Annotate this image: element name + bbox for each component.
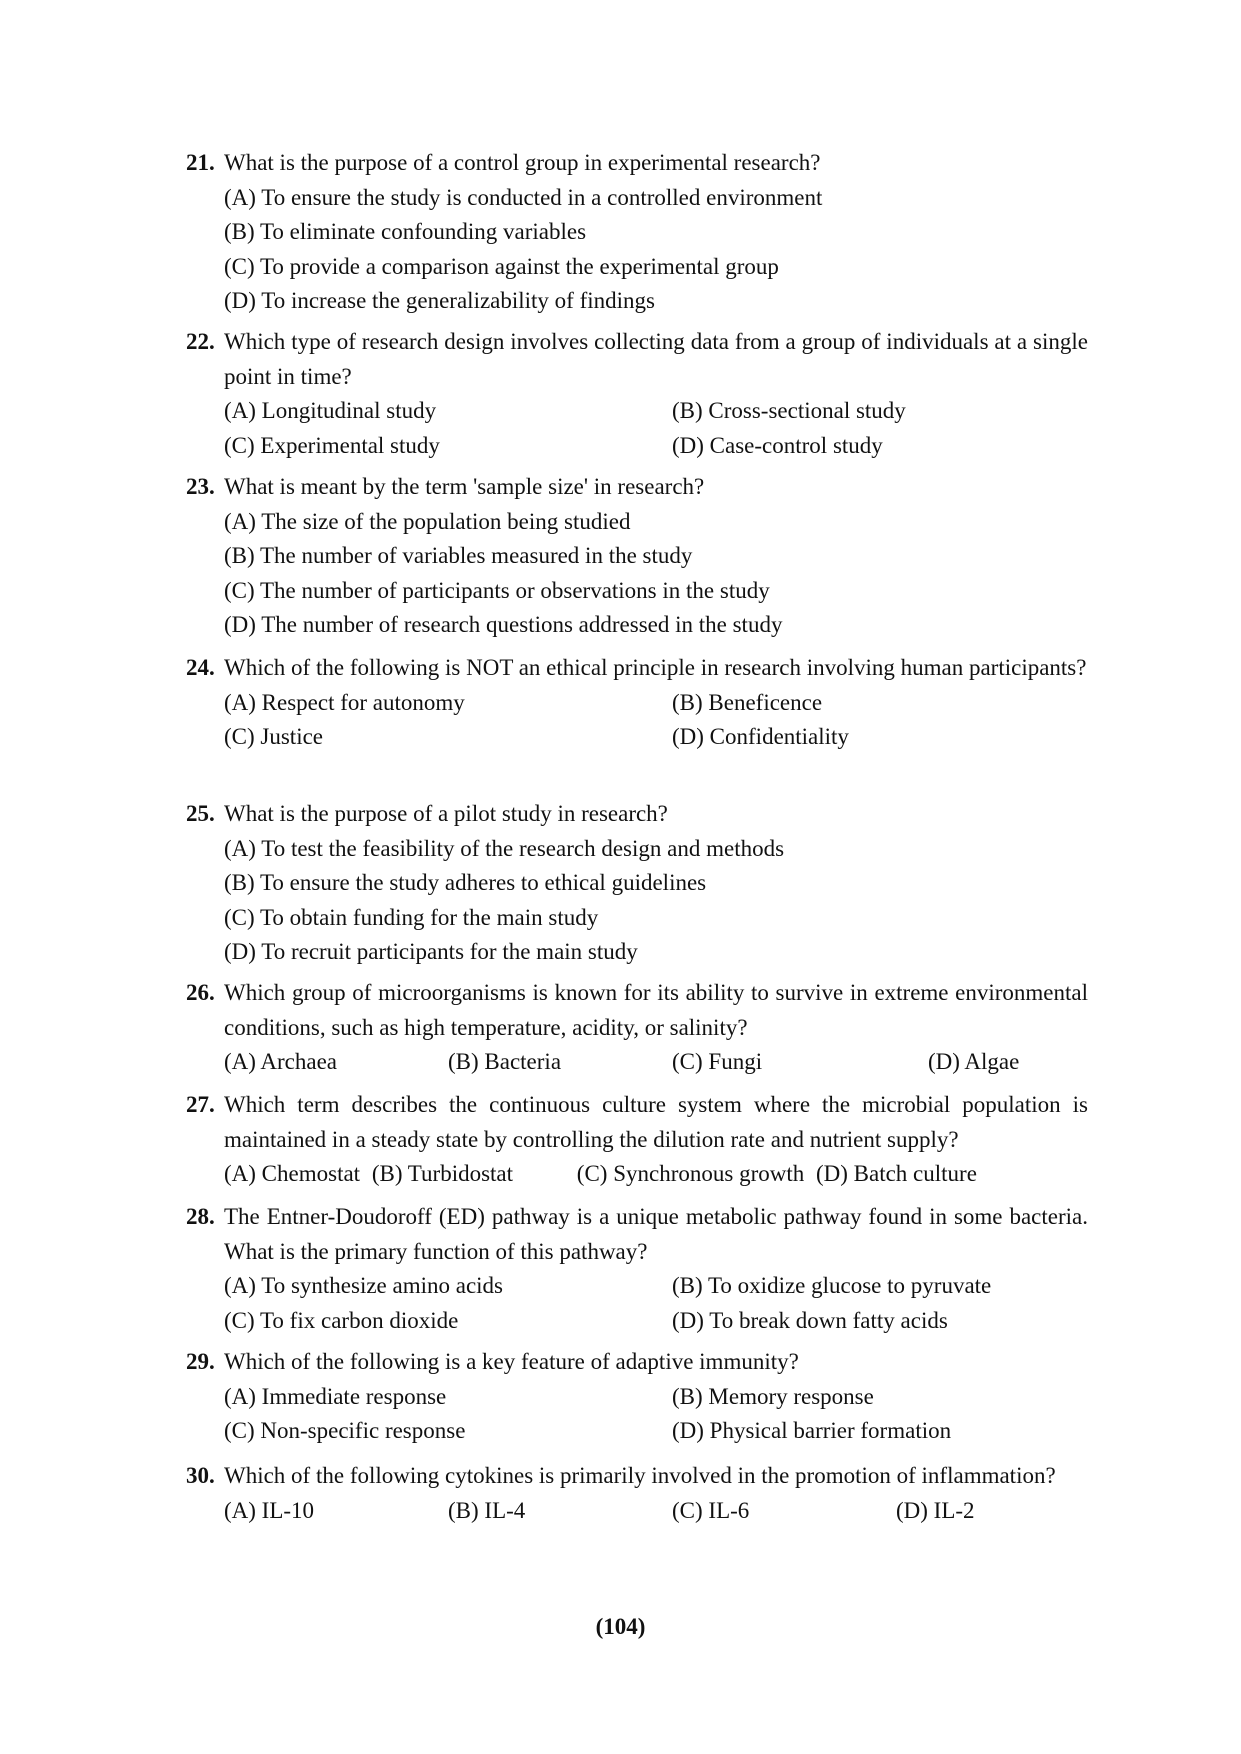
option-b: (B) Turbidostat [371,1161,514,1186]
question-number: 22. [186,329,215,354]
question-25 [186,797,1088,970]
question-23 [186,470,1088,643]
option-b: (B) IL-4 [448,1497,526,1523]
question-number: 30. [186,1463,215,1488]
question-text: Which of the following is NOT an ethical principle in research involving human participants? [224,655,1087,680]
question-text: The Entner-Doudoroff (ED) pathway is a unique metabolic pathway found in some bacteria. What is the primary function of this pathway? [224,1204,1088,1264]
option-d: (D) The number of research questions addressed in the study [224,612,783,637]
option-b: (B) Cross-sectional study [672,398,906,423]
question-22 [186,325,1088,463]
option-c: (C) IL-6 [672,1497,750,1523]
question-text: Which term describes the continuous culture system where the microbial population is maintained in a steady state by controlling the dilution rate and nutrient supply? [224,1092,1088,1152]
question-number: 25. [186,801,215,826]
option-c: (C) To provide a comparison against the experimental group [224,253,779,279]
option-c: (C) To fix carbon dioxide [224,1307,459,1333]
question-30 [186,1459,1088,1528]
option-d: (D) IL-2 [896,1497,975,1523]
option-c: (C) Experimental study [224,432,440,458]
option-a: (A) Immediate response [224,1383,447,1409]
option-d: (D) To break down fatty acids [672,1307,948,1333]
question-number: 24. [186,655,215,680]
question-text: Which group of microorganisms is known for its ability to survive in extreme environmental conditions, such as high temperature, acidity, or salinity? [224,980,1088,1040]
question-number: 26. [186,980,215,1005]
option-c: (C) To obtain funding for the main study [224,904,599,930]
question-number: 27. [186,1092,215,1117]
option-c: (C) Non-specific response [224,1418,466,1443]
option-a: (A) To test the feasibility of the research design and methods [224,835,785,861]
option-a: (A) The size of the population being studied [224,508,631,534]
option-b: (B) Beneficence [672,689,823,715]
option-d: (D) Batch culture [815,1161,977,1186]
question-27 [186,1088,1088,1192]
question-text: What is meant by the term 'sample size' in research? [224,474,705,499]
option-c: (C) Synchronous growth [576,1161,805,1186]
option-b: (B) Memory response [672,1383,874,1409]
option-d: (D) Case-control study [672,432,883,458]
question-number: 28. [186,1204,215,1229]
option-b: (B) To ensure the study adheres to ethical guidelines [224,870,707,895]
option-a: (A) IL-10 [224,1497,315,1523]
option-d: (D) Algae [928,1049,1020,1074]
option-a: (A) Respect for autonomy [224,689,465,715]
question-24 [186,651,1088,755]
option-d: (D) To increase the generalizability of findings [224,288,655,313]
question-text: Which of the following cytokines is primarily involved in the promotion of inflammation? [224,1463,1056,1488]
question-29 [186,1345,1088,1449]
option-c: (C) The number of participants or observations in the study [224,577,770,603]
question-number: 23. [186,474,215,499]
question-number: 29. [186,1349,215,1374]
option-b: (B) To oxidize glucose to pyruvate [672,1273,992,1298]
question-21 [186,146,1088,319]
option-b: (B) Bacteria [448,1049,562,1074]
option-c: (C) Justice [224,724,324,749]
question-text: Which type of research design involves collecting data from a group of individuals at a single point in time? [224,329,1088,389]
option-a: (A) Archaea [224,1049,338,1074]
option-c: (C) Fungi [672,1049,763,1074]
question-28 [186,1200,1088,1338]
question-text: Which of the following is a key feature of adaptive immunity? [224,1349,799,1374]
question-number: 21. [186,150,215,175]
option-b: (B) The number of variables measured in the study [224,543,693,568]
option-a: (A) Longitudinal study [224,398,437,423]
option-a: (A) To ensure the study is conducted in a controlled environment [224,184,823,210]
page-number: (104) [595,1614,646,1639]
option-d: (D) Physical barrier formation [672,1418,952,1443]
question-26 [186,976,1088,1080]
option-b: (B) To eliminate confounding variables [224,219,587,244]
question-text: What is the purpose of a control group in experimental research? [224,150,821,175]
option-a: (A) To synthesize amino acids [224,1273,504,1298]
option-d: (D) To recruit participants for the main study [224,939,638,964]
question-text: What is the purpose of a pilot study in research? [224,801,668,826]
option-d: (D) Confidentiality [672,724,849,749]
option-a: (A) Chemostat [224,1161,361,1186]
